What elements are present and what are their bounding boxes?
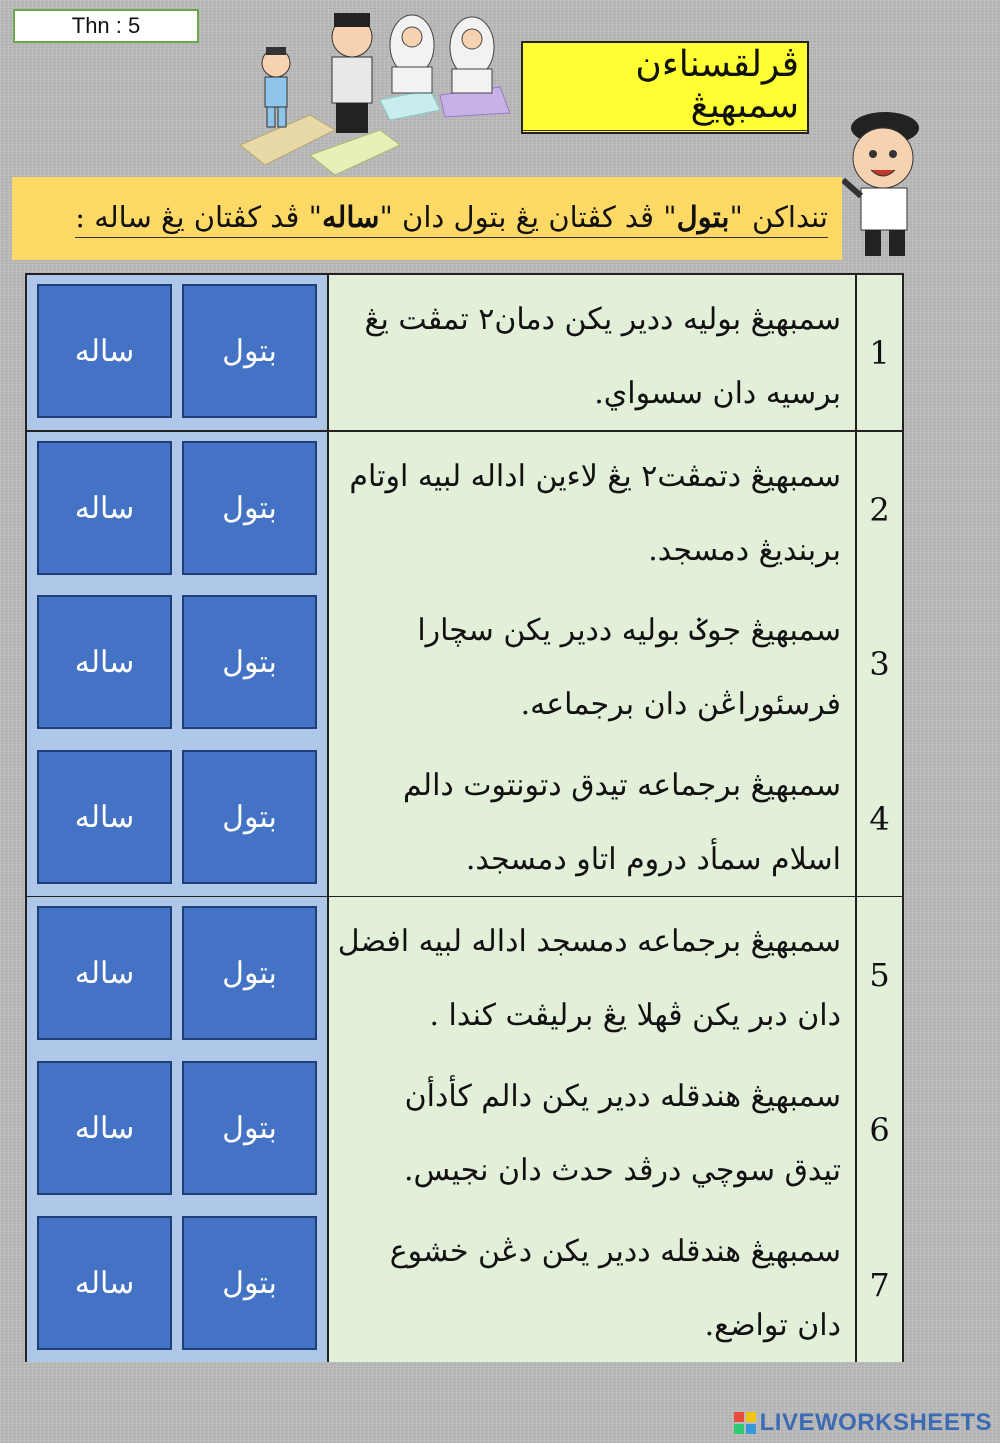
statement-line: فرسئوراڠن دان برجماعه. [520,687,841,722]
true-button[interactable]: بتول [182,906,317,1040]
table-row [27,275,902,430]
table-row [27,432,902,587]
statement-cell [329,1207,855,1362]
statement-line: سمبهيڠ هندقله ددير يكن دڠن خشوع [389,1234,841,1269]
row-number: 4 [857,741,902,896]
statement-line: بربنديڠ دمسجد. [648,533,841,568]
false-button[interactable]: ساله [37,284,172,418]
statement-line: سمبهيڠ دتمڤت٢ يڠ لاءين اداله لبيه اوتام [349,459,841,494]
instruction-prefix: تنداكن " [729,199,828,234]
choice-cell [27,1207,327,1362]
choice-cell [27,586,327,741]
choice-cell [27,1052,327,1207]
table-row [27,897,902,1052]
true-button[interactable]: بتول [182,441,317,575]
statement-line: اسلام سمأد دروم اتاو دمسجد. [465,842,841,877]
choice-cell [27,275,327,430]
false-button[interactable]: ساله [37,1216,172,1350]
statement-line: سمبهيڠ جوݢ بوليه ددير يكن سچارا [417,613,841,648]
row-number: 5 [857,897,902,1052]
statement-cell [329,275,855,430]
choice-cell [27,432,327,587]
instruction-suffix: " ڤد كڤتان يڠ ساله : [75,199,322,234]
statement-line: سمبهيڠ بوليه ددير يكن دمان٢ تمڤت يڠ [364,302,841,337]
instruction-true-word: بتول [676,199,730,234]
page-title: ڤرلقسناءن سمبهيڠ [523,44,807,131]
true-button[interactable]: بتول [182,750,317,884]
instruction-mid: " ڤد كڤتان يڠ بتول دان " [379,199,677,234]
statement-cell [329,586,855,741]
watermark-text: LIVEWORKSHEETS [759,1409,992,1436]
false-button[interactable]: ساله [37,750,172,884]
instruction-banner [12,177,842,260]
row-number: 3 [857,586,902,741]
false-button[interactable]: ساله [37,906,172,1040]
choice-cell [27,897,327,1052]
statement-line: سمبهيڠ برجماعه تيدق دتونتوت دالم [402,768,841,803]
true-button[interactable]: بتول [182,1216,317,1350]
table-row [27,586,902,741]
statement-line: برسيه دان سسواي. [594,376,841,411]
liveworksheets-watermark [734,1409,992,1437]
boy-cartoon-illustration [835,110,935,260]
statement-line: سمبهيڠ برجماعه دمسجد اداله لبيه افضل [337,924,841,959]
statement-cell [329,1052,855,1207]
instruction-text [75,200,828,238]
instruction-false-word: ساله [321,199,380,234]
statement-cell [329,432,855,587]
row-number: 1 [857,275,902,430]
statement-line: سمبهيڠ هندقله ددير يكن دالم كأدأن [404,1079,841,1114]
false-button[interactable]: ساله [37,595,172,729]
true-button[interactable]: بتول [182,595,317,729]
liveworksheets-logo-icon [734,1412,756,1434]
choice-cell [27,741,327,896]
statement-line: دان دبر يكن ڤهلا يڠ برليڤت كندا . [429,998,841,1033]
true-button[interactable]: بتول [182,1061,317,1195]
row-number: 2 [857,432,902,587]
table-row [27,1052,902,1207]
statement-line: تيدق سوچي درڤد حدث دان نجيس. [403,1153,841,1188]
false-button[interactable]: ساله [37,441,172,575]
table-row [27,741,902,896]
row-number: 6 [857,1052,902,1207]
year-label: Thn : 5 [13,9,199,43]
statement-line: دان تواضع. [704,1308,841,1343]
table-row [27,1207,902,1362]
false-button[interactable]: ساله [37,1061,172,1195]
statement-cell [329,741,855,896]
question-table [25,273,904,1362]
true-button[interactable]: بتول [182,284,317,418]
row-number: 7 [857,1207,902,1362]
statement-cell [329,897,855,1052]
title-box [521,41,809,134]
praying-family-illustration [240,5,520,180]
